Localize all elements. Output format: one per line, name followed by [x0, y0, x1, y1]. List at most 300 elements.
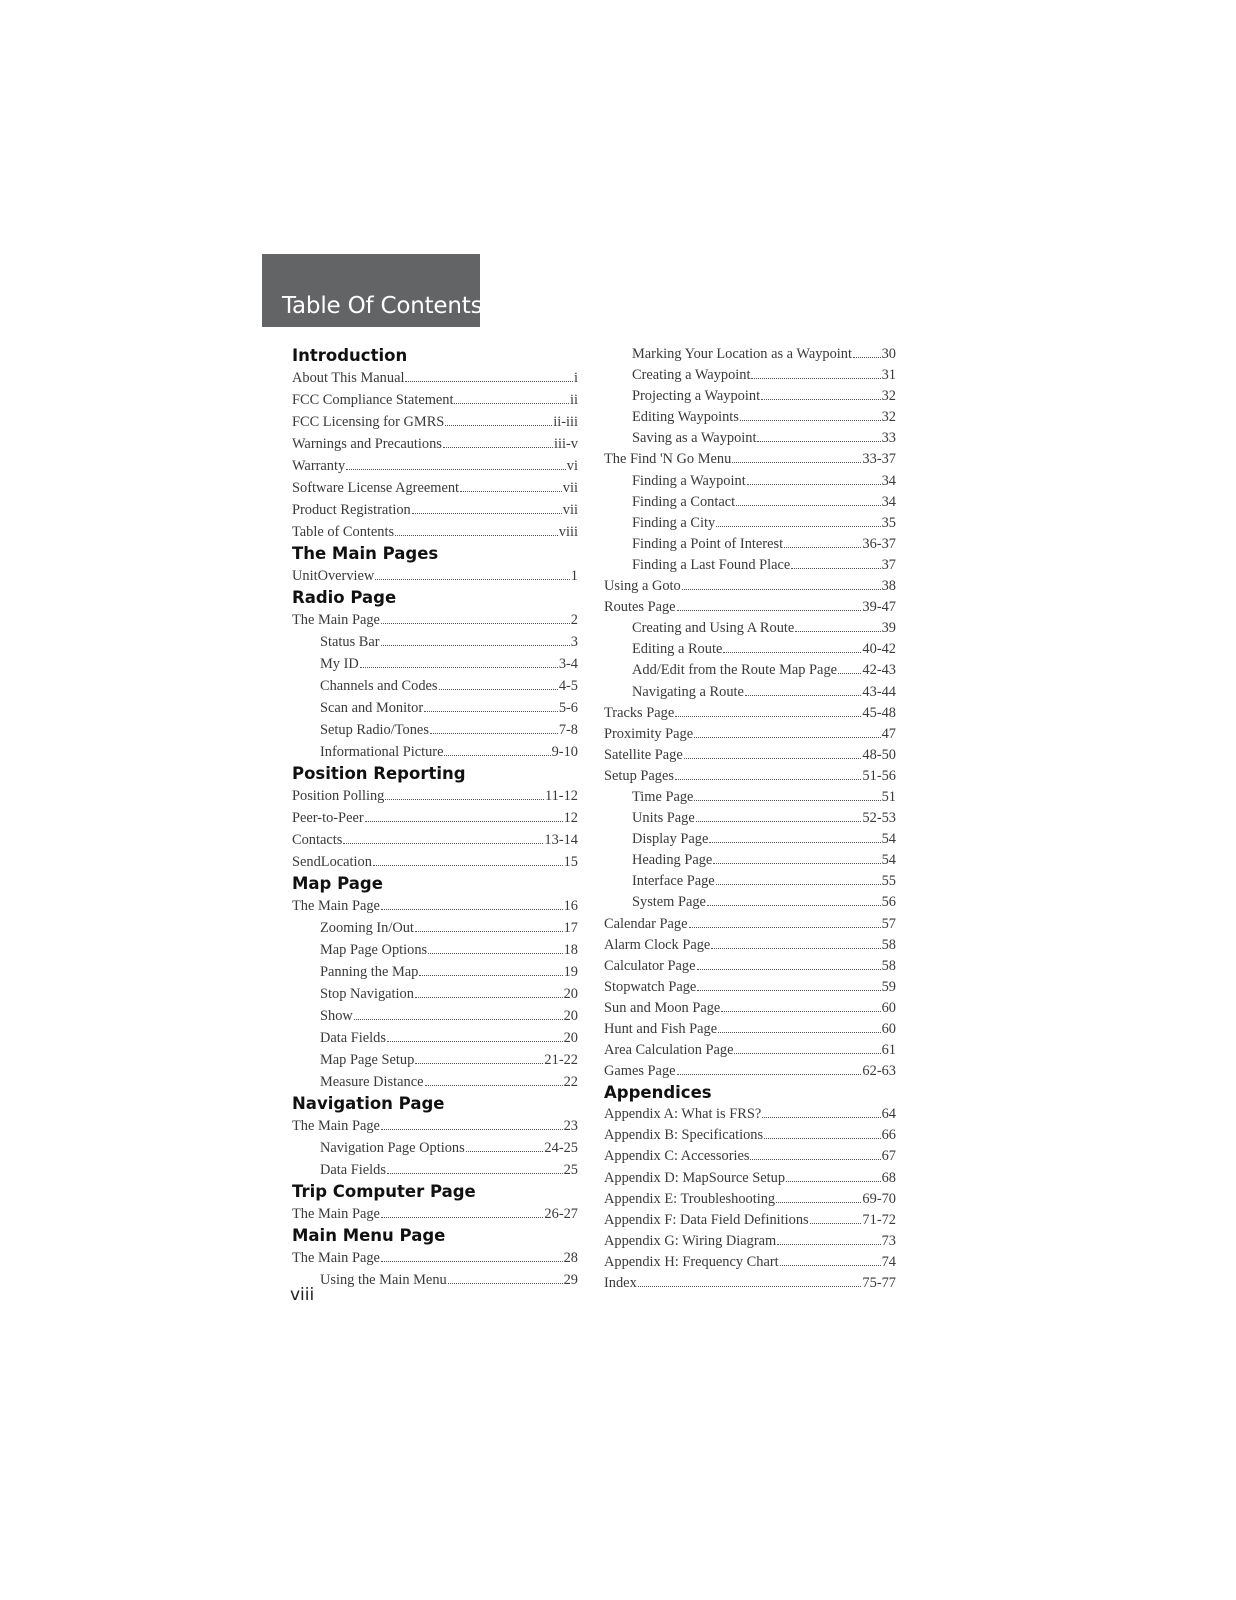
toc-entry-label: Finding a Waypoint: [632, 472, 746, 489]
dot-leader: [732, 462, 861, 463]
toc-entry-page: 39-47: [862, 599, 896, 616]
toc-entry[interactable]: [292, 1269, 578, 1291]
toc-entry[interactable]: [604, 1273, 896, 1294]
toc-entry[interactable]: [604, 829, 896, 850]
toc-entry-label: Navigation Page Options: [320, 1140, 465, 1156]
dot-leader: [694, 737, 880, 738]
dot-leader: [385, 799, 544, 800]
toc-entry-page: 68: [881, 1169, 896, 1186]
toc-entry-page: 60: [881, 1021, 896, 1037]
toc-entry[interactable]: [292, 961, 578, 983]
toc-entry-page: 18: [563, 942, 578, 958]
toc-entry-label: Saving as a Waypoint: [632, 430, 757, 447]
toc-entry-label: Index: [604, 1275, 637, 1292]
toc-entry[interactable]: [292, 697, 578, 719]
toc-entry[interactable]: [604, 344, 896, 365]
toc-entry-label: Satellite Page: [604, 746, 683, 763]
toc-entry[interactable]: [292, 631, 578, 653]
toc-entry-page: 7-8: [558, 722, 578, 738]
toc-entry-page: 51-56: [862, 767, 896, 784]
toc-entry-label: Proximity Page: [604, 725, 694, 742]
toc-entry[interactable]: [604, 703, 896, 724]
dot-leader: [697, 990, 880, 991]
toc-left-column: [292, 345, 578, 1291]
dot-leader: [443, 447, 553, 448]
toc-entry-page: 9-10: [551, 744, 578, 760]
toc-entry-label: Calendar Page: [604, 915, 688, 932]
toc-entry-label: Informational Picture: [320, 744, 444, 760]
toc-entry-page: 17: [563, 920, 578, 936]
toc-entry[interactable]: [604, 745, 896, 766]
dot-leader: [343, 843, 543, 844]
dot-leader: [795, 631, 880, 632]
toc-entry-page: 16: [563, 898, 578, 914]
toc-entry[interactable]: [604, 977, 896, 998]
dot-leader: [381, 1129, 563, 1130]
toc-entry-label: Interface Page: [632, 873, 715, 890]
dot-leader: [415, 931, 563, 932]
toc-section-heading: Trip Computer Page: [292, 1182, 476, 1201]
dot-leader: [677, 1074, 862, 1075]
toc-entry-label: Stopwatch Page: [604, 978, 697, 995]
toc-entry-page: 58: [881, 936, 896, 953]
toc-entry[interactable]: [292, 807, 578, 829]
toc-entry-page: 20: [563, 1030, 578, 1046]
toc-entry-page: ii-iii: [553, 414, 578, 430]
toc-entry-page: 45-48: [862, 704, 896, 721]
dot-leader: [675, 716, 861, 717]
toc-section-heading: Navigation Page: [292, 1094, 445, 1113]
toc-entry-label: Projecting a Waypoint: [632, 388, 761, 405]
toc-entry-page: 22: [563, 1074, 578, 1090]
toc-entry[interactable]: [292, 675, 578, 697]
toc-entry[interactable]: [604, 618, 896, 639]
toc-entry-page: iii-v: [554, 436, 578, 452]
toc-entry[interactable]: [292, 565, 578, 587]
toc-entry-page: 69-70: [862, 1190, 896, 1207]
toc-entry-label: FCC Licensing for GMRS: [292, 414, 445, 430]
toc-entry[interactable]: [604, 682, 896, 703]
toc-entry-label: Editing a Route: [632, 641, 723, 658]
toc-entry-page: 64: [881, 1106, 896, 1123]
toc-entry[interactable]: [292, 917, 578, 939]
dot-leader: [387, 1041, 563, 1042]
toc-entry-label: Data Fields: [320, 1030, 386, 1046]
toc-entry-page: 58: [881, 957, 896, 974]
dot-leader: [780, 1265, 881, 1266]
toc-entry[interactable]: [604, 1210, 896, 1231]
toc-entry-label: Setup Pages: [604, 767, 674, 784]
toc-entry[interactable]: [292, 1049, 578, 1071]
toc-section-heading: Map Page: [292, 874, 383, 893]
dot-leader: [428, 953, 562, 954]
toc-entry[interactable]: [604, 935, 896, 956]
toc-entry-label: Add/Edit from the Route Map Page: [632, 662, 838, 679]
toc-entry-label: FCC Compliance Statement: [292, 392, 454, 408]
dot-leader: [776, 1202, 861, 1203]
toc-entry-page: viii: [558, 524, 578, 540]
toc-entry[interactable]: [292, 389, 578, 411]
page-title: Table Of Contents: [282, 293, 483, 319]
toc-entry-page: 47: [881, 725, 896, 742]
toc-entry-page: 33-37: [862, 451, 896, 468]
toc-entry[interactable]: [604, 1189, 896, 1210]
toc-entry-label: Finding a Last Found Place: [632, 556, 791, 573]
toc-entry-label: Display Page: [632, 831, 709, 848]
dot-leader: [777, 1244, 880, 1245]
toc-entry-page: 3-4: [558, 656, 578, 672]
toc-entry[interactable]: [292, 1159, 578, 1181]
dot-leader: [638, 1286, 862, 1287]
toc-entry-label: The Main Page: [292, 612, 380, 628]
dot-leader: [709, 842, 880, 843]
toc-entry-label: Tracks Page: [604, 704, 675, 721]
dot-leader: [713, 863, 880, 864]
dot-leader: [395, 535, 558, 536]
toc-entry[interactable]: [604, 660, 896, 681]
toc-entry-label: Zooming In/Out: [320, 920, 414, 936]
toc-entry[interactable]: [604, 956, 896, 977]
toc-entry-label: Data Fields: [320, 1162, 386, 1178]
toc-entry-page: 26-27: [544, 1206, 578, 1222]
dot-leader: [677, 610, 862, 611]
toc-entry-label: Navigating a Route: [632, 683, 744, 700]
toc-entry-label: My ID: [320, 656, 359, 672]
toc-entry-page: 12: [563, 810, 578, 826]
toc-entry-label: Appendix D: MapSource Setup: [604, 1169, 786, 1186]
dot-leader: [697, 969, 881, 970]
toc-entry[interactable]: [604, 534, 896, 555]
toc-entry-page: 43-44: [862, 683, 896, 700]
dot-leader: [405, 381, 573, 382]
toc-entry-label: Channels and Codes: [320, 678, 438, 694]
dot-leader: [734, 1053, 880, 1054]
toc-entry-label: Games Page: [604, 1063, 676, 1080]
toc-entry-page: 24-25: [544, 1140, 578, 1156]
toc-entry-page: 30: [881, 346, 896, 362]
dot-leader: [716, 884, 881, 885]
dot-leader: [415, 997, 563, 998]
dot-leader: [445, 425, 552, 426]
dot-leader: [786, 1181, 881, 1182]
dot-leader: [425, 1085, 563, 1086]
dot-leader: [853, 357, 881, 358]
dot-leader: [387, 1173, 563, 1174]
toc-entry[interactable]: [292, 521, 578, 543]
toc-entry-page: 29: [563, 1272, 578, 1288]
toc-entry-label: Status Bar: [320, 634, 380, 650]
dot-leader: [723, 652, 861, 653]
toc-entry-label: Time Page: [632, 788, 694, 805]
toc-entry[interactable]: [604, 1168, 896, 1189]
toc-entry-label: Measure Distance: [320, 1074, 424, 1090]
toc-entry-page: 71-72: [862, 1211, 896, 1228]
toc-entry[interactable]: [604, 850, 896, 871]
toc-entry-label: Creating a Waypoint: [632, 367, 751, 384]
toc-entry-page: 23: [563, 1118, 578, 1134]
toc-entry[interactable]: [292, 939, 578, 961]
toc-entry[interactable]: [604, 1252, 896, 1273]
toc-entry[interactable]: [604, 639, 896, 660]
dot-leader: [415, 1063, 543, 1064]
toc-entry-page: 3: [570, 634, 578, 650]
toc-entry[interactable]: [292, 367, 578, 389]
toc-entry-label: Warnings and Precautions: [292, 436, 442, 452]
toc-entry-page: 51: [881, 788, 896, 805]
dot-leader: [360, 667, 558, 668]
toc-entry-label: Panning the Map: [320, 964, 419, 980]
dot-leader: [424, 711, 558, 712]
dot-leader: [675, 779, 861, 780]
toc-entry-label: Contacts: [292, 832, 343, 848]
toc-entry-label: Finding a Point of Interest: [632, 535, 784, 552]
dot-leader: [696, 821, 862, 822]
toc-entry[interactable]: [292, 1115, 578, 1137]
toc-entry[interactable]: [604, 1019, 896, 1040]
dot-leader: [740, 420, 881, 421]
toc-entry[interactable]: [604, 766, 896, 787]
toc-entry-label: Stop Navigation: [320, 986, 414, 1002]
dot-leader: [466, 1151, 544, 1152]
toc-entry[interactable]: [604, 892, 896, 913]
dot-leader: [373, 865, 563, 866]
toc-entry[interactable]: [604, 1061, 896, 1082]
toc-entry-label: The Main Page: [292, 1118, 380, 1134]
toc-entry[interactable]: [292, 1071, 578, 1093]
toc-header-banner: [262, 254, 483, 327]
dot-leader: [412, 513, 562, 514]
dot-leader: [444, 755, 550, 756]
toc-entry-label: Sun and Moon Page: [604, 999, 721, 1016]
toc-entry-label: Appendix C: Accessories: [604, 1148, 750, 1165]
dot-leader: [689, 927, 881, 928]
toc-entry-label: Warranty: [292, 458, 346, 474]
toc-entry-label: Finding a City: [632, 514, 716, 531]
toc-entry-page: ii: [570, 392, 578, 408]
toc-entry-label: Calculator Page: [604, 957, 696, 974]
toc-entry-page: 28: [563, 1250, 578, 1266]
toc-entry-label: Peer-to-Peer: [292, 810, 364, 826]
toc-entry[interactable]: [604, 492, 896, 513]
dot-leader: [751, 378, 880, 379]
toc-entry[interactable]: [604, 914, 896, 935]
toc-entry-page: 55: [881, 873, 896, 890]
dot-leader: [381, 623, 570, 624]
toc-entry[interactable]: [604, 555, 896, 576]
toc-entry[interactable]: [292, 1027, 578, 1049]
toc-entry-label: Units Page: [632, 810, 695, 827]
toc-entry[interactable]: [604, 1231, 896, 1252]
toc-entry[interactable]: [292, 895, 578, 917]
toc-entry-label: Appendix E: Troubleshooting: [604, 1190, 776, 1207]
toc-entry-page: 13-14: [544, 832, 578, 848]
toc-right-column: [604, 344, 896, 1294]
toc-entry[interactable]: [292, 499, 578, 521]
toc-entry-page: 48-50: [862, 746, 896, 763]
toc-entry-page: 57: [881, 915, 896, 932]
dot-leader: [745, 695, 862, 696]
toc-section-heading: Introduction: [292, 346, 408, 365]
toc-entry[interactable]: [604, 597, 896, 618]
dot-leader: [419, 975, 562, 976]
toc-entry-label: Editing Waypoints: [632, 409, 739, 426]
dot-leader: [346, 469, 566, 470]
toc-entry-label: The Main Page: [292, 1250, 380, 1266]
toc-entry-label: Setup Radio/Tones: [320, 722, 429, 738]
toc-entry-page: 32: [881, 409, 896, 426]
toc-entry[interactable]: [604, 386, 896, 407]
toc-entry[interactable]: [604, 576, 896, 597]
toc-entry[interactable]: [292, 411, 578, 433]
toc-entry-page: 2: [570, 612, 578, 628]
toc-entry-label: Alarm Clock Page: [604, 936, 711, 953]
toc-entry-page: 62-63: [862, 1063, 896, 1080]
toc-entry-page: 74: [881, 1253, 896, 1270]
toc-entry-label: Routes Page: [604, 599, 676, 616]
dot-leader: [694, 800, 880, 801]
dot-leader: [448, 1283, 563, 1284]
toc-entry[interactable]: [292, 785, 578, 807]
toc-entry-page: 21-22: [544, 1052, 578, 1068]
toc-entry[interactable]: [604, 1040, 896, 1061]
dot-leader: [381, 1261, 563, 1262]
toc-entry[interactable]: [292, 609, 578, 631]
toc-section-heading: Position Reporting: [292, 764, 466, 783]
dot-leader: [365, 821, 563, 822]
toc-entry-page: vii: [562, 502, 578, 518]
toc-entry[interactable]: [292, 1005, 578, 1027]
toc-entry[interactable]: [604, 1104, 896, 1125]
toc-entry-label: Appendix G: Wiring Diagram: [604, 1232, 777, 1249]
toc-entry-label: The Find 'N Go Menu: [604, 451, 732, 468]
toc-entry[interactable]: [292, 653, 578, 675]
toc-entry[interactable]: [604, 428, 896, 449]
toc-entry-page: 25: [563, 1162, 578, 1178]
toc-entry-label: Appendix B: Specifications: [604, 1127, 764, 1144]
toc-entry-page: 60: [881, 999, 896, 1016]
toc-entry-label: SendLocation: [292, 854, 372, 870]
toc-entry[interactable]: [604, 998, 896, 1019]
dot-leader: [707, 905, 881, 906]
toc-entry-page: 52-53: [862, 810, 896, 827]
toc-entry-page: 38: [881, 578, 896, 595]
toc-entry-label: Heading Page: [632, 852, 713, 869]
dot-leader: [762, 1117, 880, 1118]
toc-entry[interactable]: [292, 719, 578, 741]
toc-entry-page: 31: [881, 367, 896, 384]
toc-entry-page: 40-42: [862, 641, 896, 658]
toc-entry-label: About This Manual: [292, 370, 405, 386]
dot-leader: [381, 645, 570, 646]
dot-leader: [716, 526, 880, 527]
dot-leader: [838, 673, 861, 674]
toc-entry-page: 42-43: [862, 662, 896, 679]
toc-entry-label: Appendix F: Data Field Definitions: [604, 1211, 809, 1228]
toc-entry-page: 34: [881, 493, 896, 510]
dot-leader: [381, 909, 563, 910]
toc-entry-label: Scan and Monitor: [320, 700, 424, 716]
toc-entry-page: 33: [881, 430, 896, 447]
toc-entry[interactable]: [604, 808, 896, 829]
dot-leader: [784, 547, 861, 548]
toc-entry-page: 20: [563, 1008, 578, 1024]
toc-entry-label: System Page: [632, 894, 706, 911]
page-number: viii: [290, 1285, 315, 1305]
dot-leader: [375, 579, 569, 580]
toc-entry-page: 34: [881, 472, 896, 489]
toc-entry[interactable]: [604, 365, 896, 386]
toc-entry[interactable]: [604, 724, 896, 745]
toc-entry-label: Appendix H: Frequency Chart: [604, 1253, 779, 1270]
dot-leader: [764, 1138, 881, 1139]
dot-leader: [810, 1223, 862, 1224]
dot-leader: [460, 491, 562, 492]
toc-entry-page: 4-5: [558, 678, 578, 694]
dot-leader: [682, 589, 881, 590]
toc-section-heading: Main Menu Page: [292, 1226, 446, 1245]
toc-entry[interactable]: [604, 407, 896, 428]
toc-entry-label: Position Polling: [292, 788, 385, 804]
dot-leader: [747, 484, 881, 485]
toc-entry-page: 15: [563, 854, 578, 870]
dot-leader: [430, 733, 558, 734]
toc-entry-label: Map Page Options: [320, 942, 428, 958]
toc-entry-label: Appendix A: What is FRS?: [604, 1106, 762, 1123]
toc-entry-label: Map Page Setup: [320, 1052, 415, 1068]
toc-entry[interactable]: [292, 433, 578, 455]
dot-leader: [381, 1217, 544, 1218]
toc-entry-label: Table of Contents: [292, 524, 395, 540]
toc-entry-page: 73: [881, 1232, 896, 1249]
toc-entry-label: Finding a Contact: [632, 493, 736, 510]
toc-entry[interactable]: [604, 513, 896, 534]
dot-leader: [761, 399, 881, 400]
toc-entry[interactable]: [292, 1247, 578, 1269]
dot-leader: [750, 1159, 880, 1160]
toc-entry-label: UnitOverview: [292, 568, 375, 584]
toc-entry-page: vii: [562, 480, 578, 496]
dot-leader: [711, 948, 880, 949]
toc-entry[interactable]: [292, 1203, 578, 1225]
toc-entry[interactable]: [604, 871, 896, 892]
toc-entry-page: 11-12: [544, 788, 578, 804]
toc-entry-label: Product Registration: [292, 502, 411, 518]
toc-entry[interactable]: [604, 449, 896, 470]
toc-entry[interactable]: [604, 1125, 896, 1146]
toc-entry-page: 54: [881, 831, 896, 848]
toc-section-heading: Radio Page: [292, 588, 397, 607]
toc-entry[interactable]: [604, 1146, 896, 1167]
toc-entry-page: 19: [563, 964, 578, 980]
toc-entry[interactable]: [292, 851, 578, 873]
toc-section-heading: The Main Pages: [292, 544, 439, 563]
toc-entry[interactable]: [292, 477, 578, 499]
toc-entry-page: 56: [881, 894, 896, 911]
toc-entry-label: Hunt and Fish Page: [604, 1021, 718, 1037]
toc-entry[interactable]: [292, 829, 578, 851]
toc-entry[interactable]: [604, 471, 896, 492]
toc-entry-page: 54: [881, 852, 896, 869]
toc-entry[interactable]: [292, 983, 578, 1005]
toc-entry[interactable]: [292, 455, 578, 477]
toc-entry-page: 1: [570, 568, 578, 584]
toc-entry[interactable]: [292, 1137, 578, 1159]
toc-entry-page: 59: [881, 978, 896, 995]
toc-entry-label: Using the Main Menu: [320, 1272, 447, 1288]
toc-entry[interactable]: [292, 741, 578, 763]
toc-entry-page: 75-77: [862, 1275, 896, 1292]
toc-entry[interactable]: [604, 787, 896, 808]
